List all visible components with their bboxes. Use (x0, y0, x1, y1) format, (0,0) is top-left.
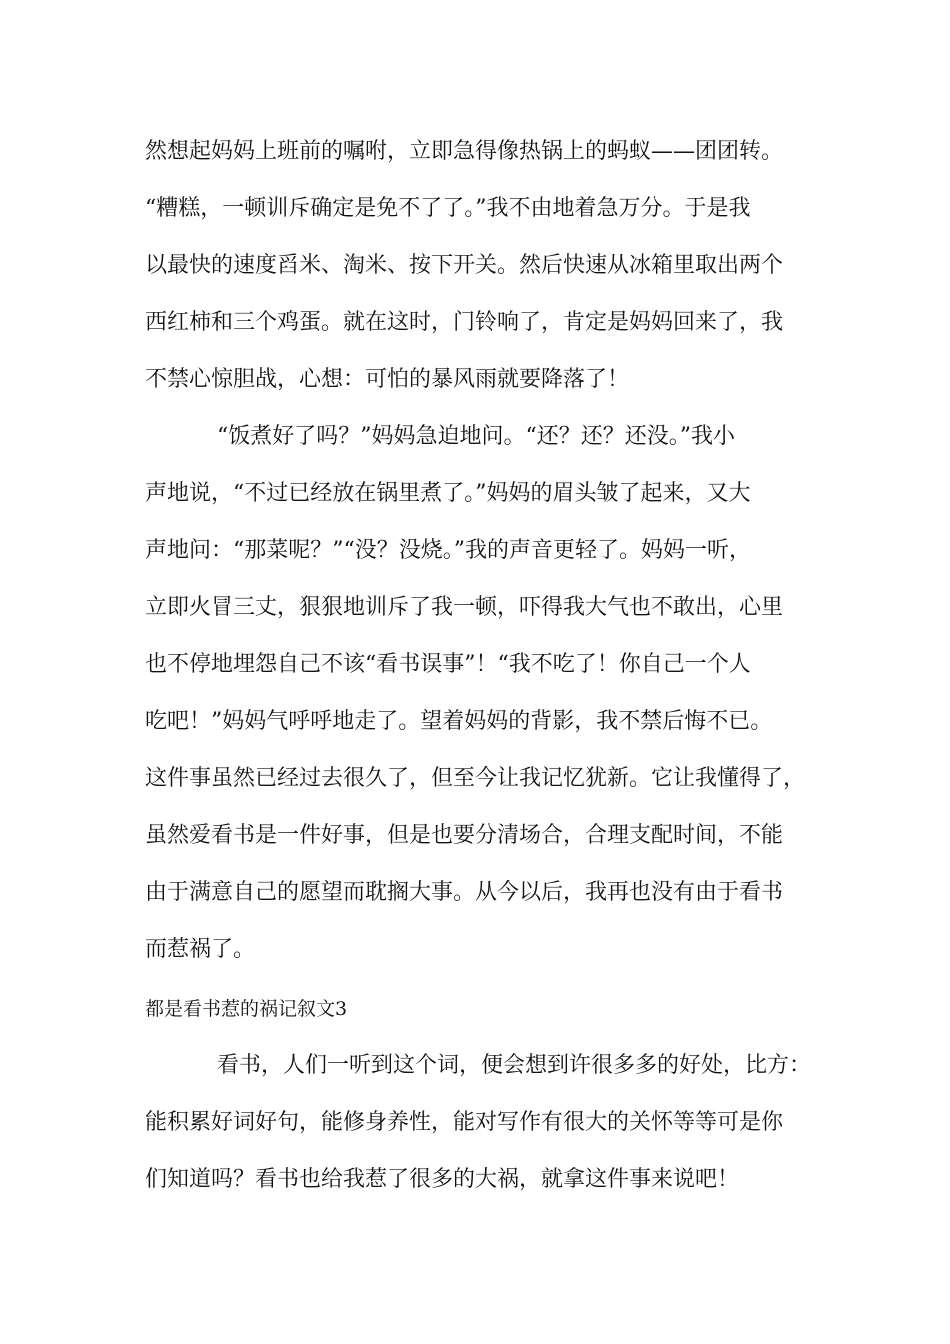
text-line: 而惹祸了。 (145, 937, 256, 962)
text-line: 然想起妈妈上班前的嘱咐，立即急得像热锅上的蚂蚁——团团转。 (145, 139, 784, 164)
text-line: 能积累好词好句，能修身养性，能对写作有很大的关怀等等可是你 (145, 1110, 784, 1135)
section-heading: 都是看书惹的祸记叙文3 (145, 998, 348, 1020)
text-line: 也不停地埋怨自己不该“看书误事”！“我不吃了！你自己一个人 (145, 652, 751, 677)
text-line: 们知道吗？看书也给我惹了很多的大祸，就拿这件事来说吧！ (145, 1167, 740, 1192)
text-line: 由于满意自己的愿望而耽搁大事。从今以后，我再也没有由于看书 (145, 880, 784, 905)
text-line: 西红柿和三个鸡蛋。就在这时，门铃响了，肯定是妈妈回来了，我 (145, 310, 784, 335)
text-line: 声地问：“那菜呢？”“没？没烧。”我的声音更轻了。妈妈一听， (145, 538, 751, 563)
text-line: “糟糕，一顿训斥确定是免不了了。”我不由地着急万分。于是我 (145, 196, 751, 221)
text-line: 这件事虽然已经过去很久了，但至今让我记忆犹新。它让我懂得了， (145, 766, 806, 791)
paragraph-first-line: 看书，人们一听到这个词，便会想到许很多多的好处，比方： (217, 1053, 812, 1078)
text-line: 虽然爱看书是一件好事，但是也要分清场合，合理支配时间，不能 (145, 823, 784, 848)
text-line: 以最快的速度舀米、淘米、按下开关。然后快速从冰箱里取出两个 (145, 253, 784, 278)
text-line: 声地说，“不过已经放在锅里煮了。”妈妈的眉头皱了起来，又大 (145, 481, 751, 506)
text-line: 立即火冒三丈，狠狠地训斥了我一顿，吓得我大气也不敢出，心里 (145, 595, 784, 620)
text-line: 不禁心惊胆战，心想：可怕的暴风雨就要降落了！ (145, 367, 630, 392)
text-line: 吃吧！”妈妈气呼呼地走了。望着妈妈的背影，我不禁后悔不已。 (145, 709, 773, 734)
paragraph-first-line: “饭煮好了吗？”妈妈急迫地问。“还？还？还没。”我小 (217, 424, 735, 449)
